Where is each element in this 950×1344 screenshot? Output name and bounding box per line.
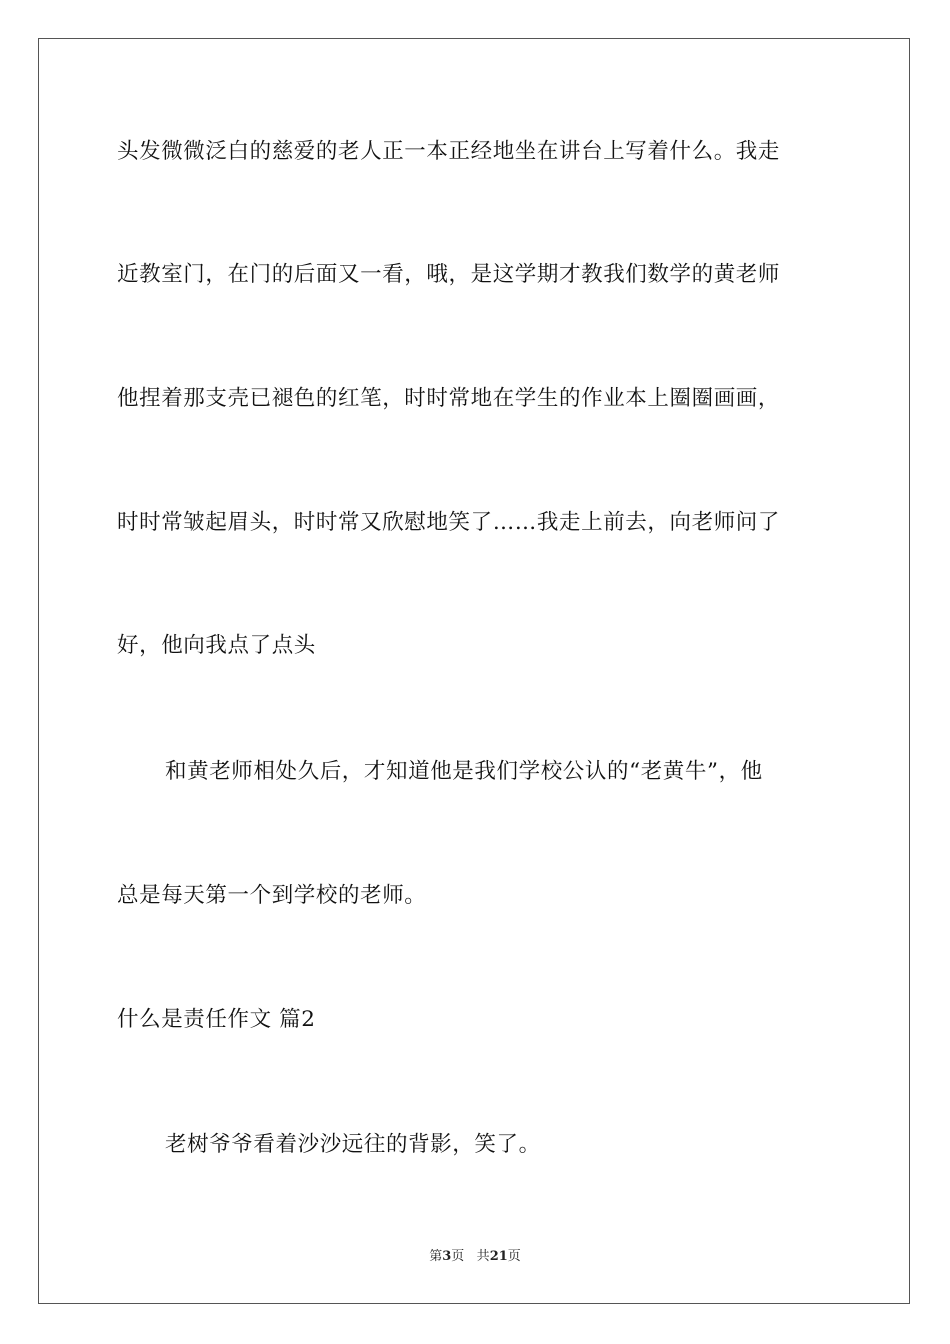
footer-total-suffix: 页	[507, 1249, 521, 1264]
body-text-line: 头发微微泛白的慈爱的老人正一本正经地坐在讲台上写着什么。我走	[117, 139, 781, 164]
footer-page-prefix: 第	[429, 1249, 443, 1264]
body-text-line: 他捏着那支壳已褪色的红笔，时时常地在学生的作业本上圈圈画画，	[117, 386, 781, 411]
paragraph-first-line: 和黄老师相处久后，才知道他是我们学校公认的“老黄牛”，他	[165, 759, 763, 784]
page-frame	[38, 38, 910, 1304]
footer-page-suffix: 页	[451, 1249, 465, 1264]
body-text-line: 好，他向我点了点头	[117, 633, 316, 658]
section-heading: 什么是责任作文 篇2	[117, 1007, 316, 1032]
paragraph-first-line: 老树爷爷看着沙沙远往的背影，笑了。	[165, 1132, 541, 1157]
footer-total-pages: 21	[489, 1249, 508, 1264]
page-footer	[0, 1248, 950, 1266]
body-text-line: 时时常皱起眉头，时时常又欣慰地笑了……我走上前去，向老师问了	[117, 510, 781, 535]
body-text-line: 总是每天第一个到学校的老师。	[117, 883, 427, 908]
footer-page-number: 3	[442, 1249, 452, 1264]
footer-total-prefix: 共	[476, 1249, 490, 1264]
body-text-line: 近教室门，在门的后面又一看，哦，是这学期才教我们数学的黄老师	[117, 262, 781, 287]
